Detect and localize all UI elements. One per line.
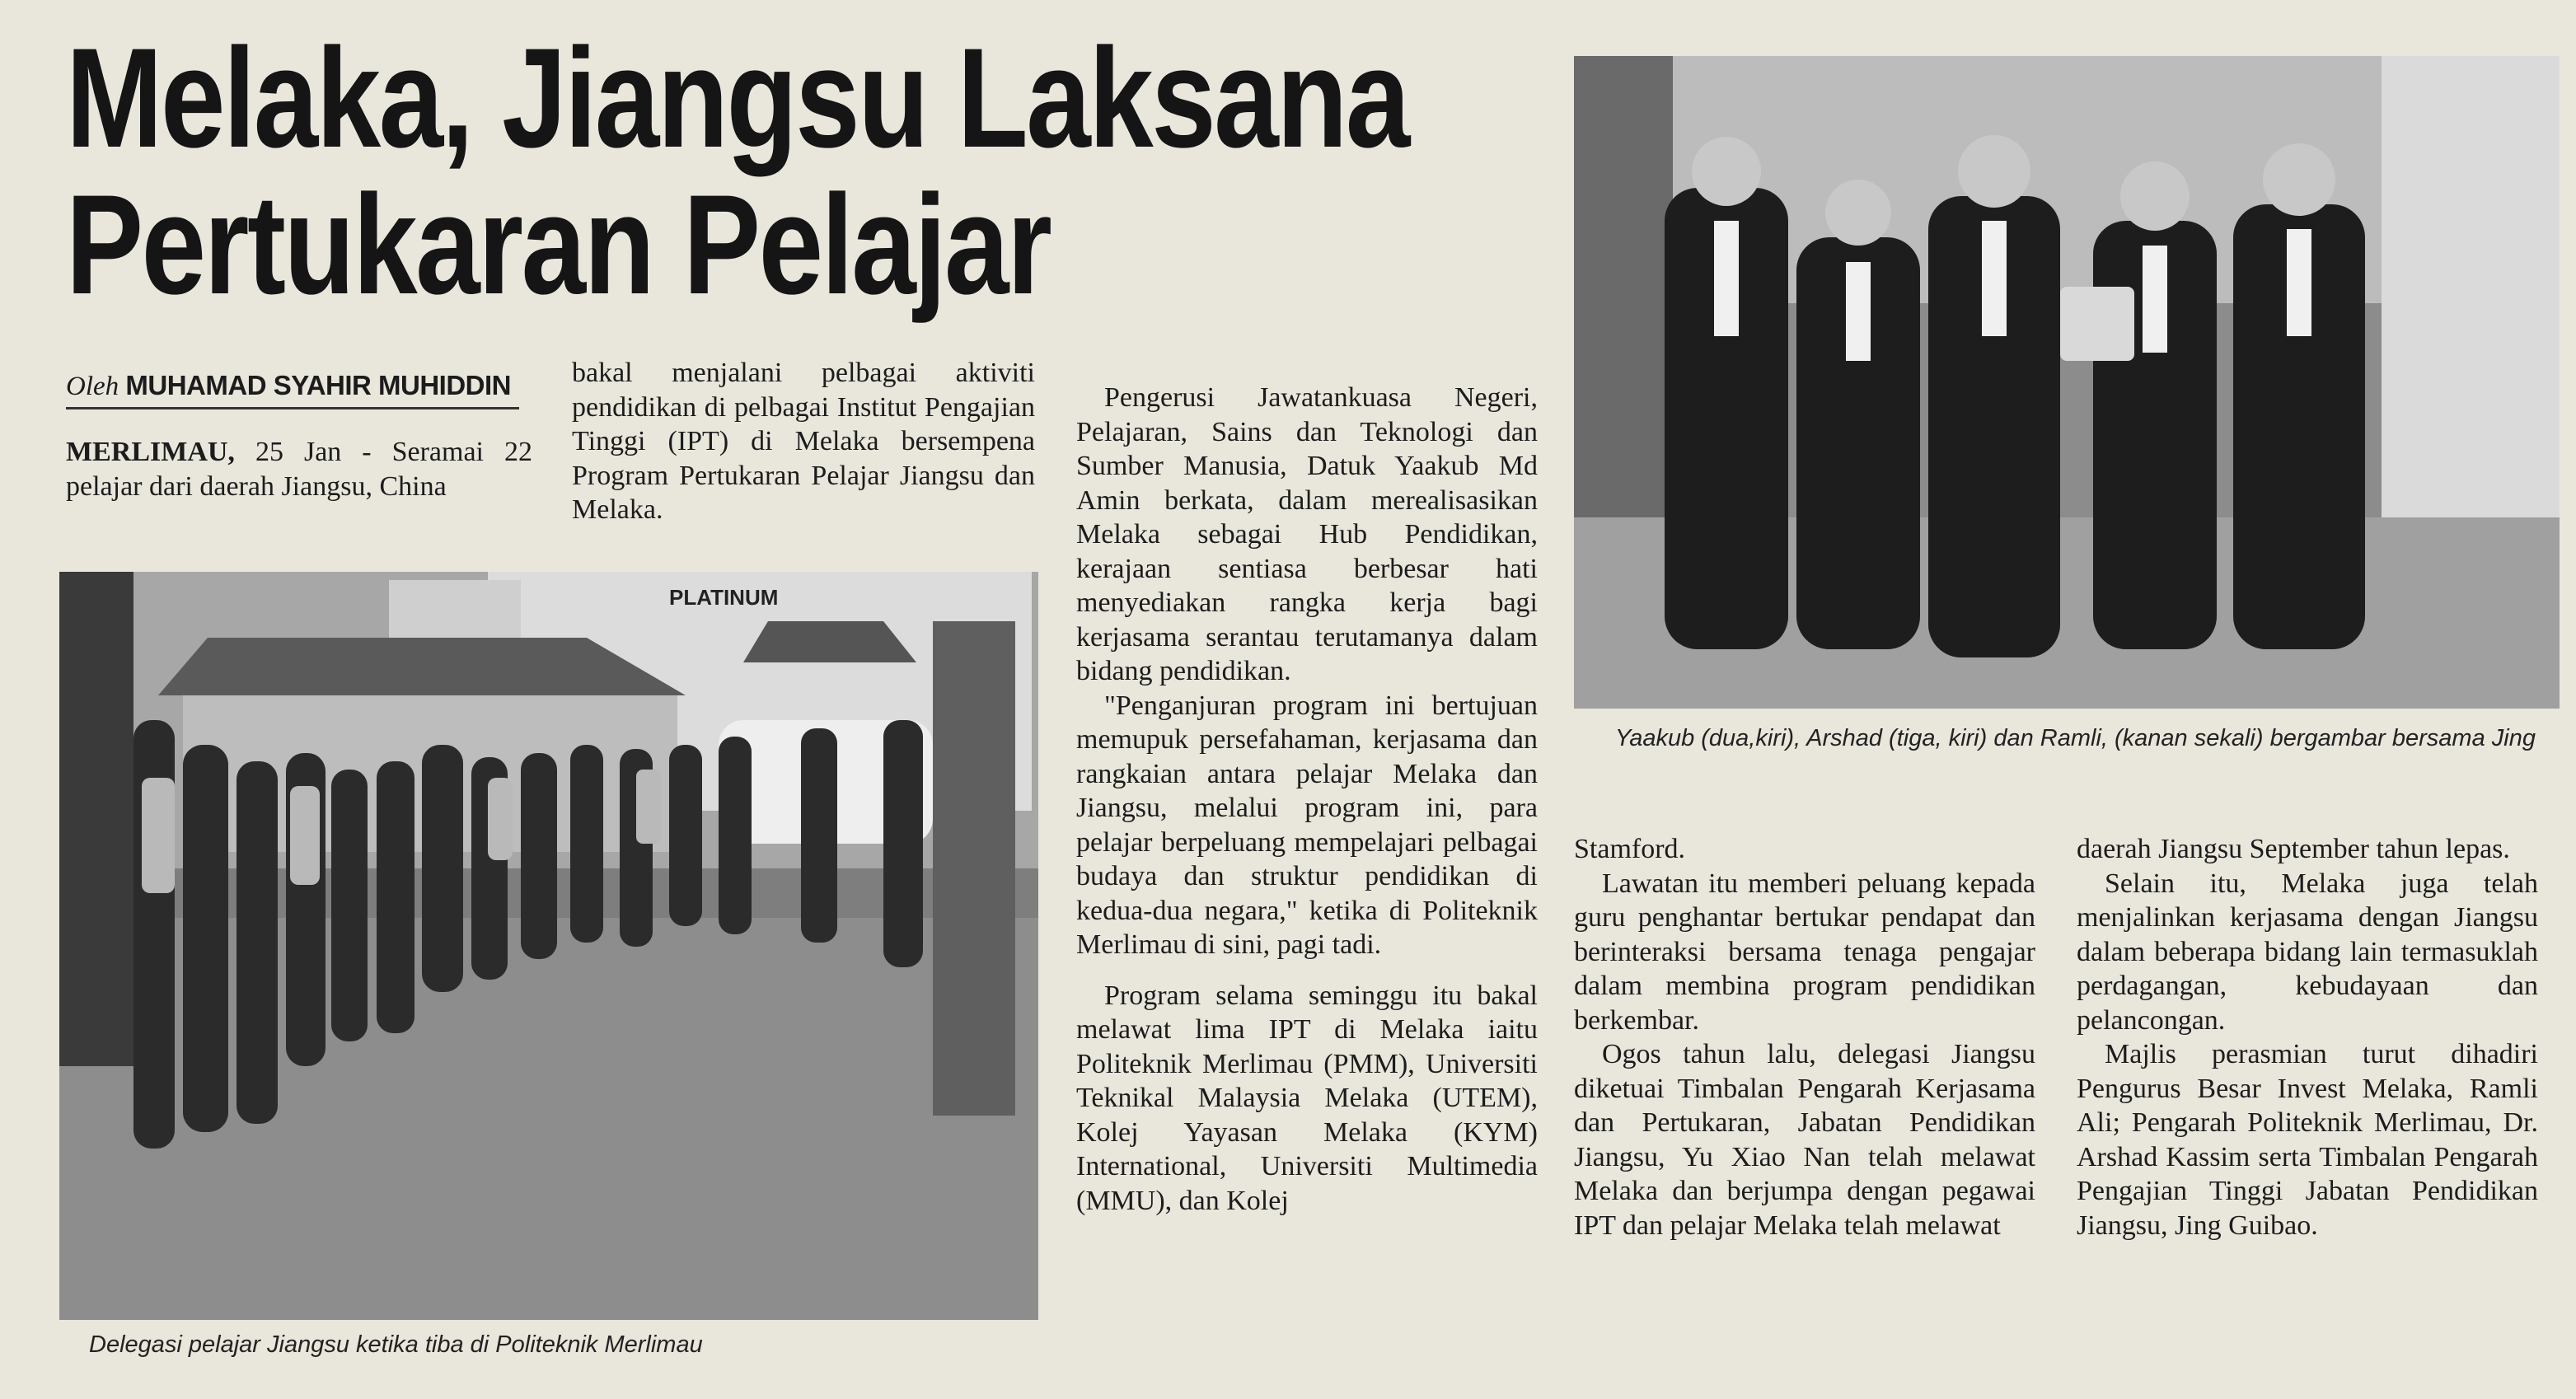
- byline-author: MUHAMAD SYAHIR MUHIDDIN: [125, 370, 512, 400]
- byline: [66, 369, 527, 403]
- col3-paragraph-3: Program selama seminggu itu bakal melawat lima IPT di Melaka iaitu Politeknik Merlimau (PMM), Universiti Teknikal Malaysia Melaka (UTEM), Kolej Yayasan Melaka (KYM) International, Universiti Multimedia (MMU), dan Kolej: [1076, 980, 1538, 1216]
- column-4: [1574, 832, 2035, 1242]
- col3-paragraph-2: "Penganjuran program ini bertujuan memupuk persefahaman, kerjasama dan rangkaian antara pelajar Melaka dan Jiangsu, melalui program ini, para pelajar berpeluang mempelajari pelbagai budaya dan struktur pendidikan di kedua-dua negara," ketika di Politeknik Merlimau di sini, pagi tadi.: [1076, 690, 1538, 960]
- photo-officials-group: [1574, 56, 2560, 709]
- photo-2-caption: Yaakub (dua,kiri), Arshad (tiga, kiri) dan Ramli, (kanan sekali) bergambar bersama Jing: [1615, 725, 2536, 751]
- col3-paragraph-1: Pengerusi Jawatankuasa Negeri, Pelajaran, Sains dan Teknologi dan Sumber Manusia, Datuk Yaakub Md Amin berkata, dalam merealisasikan Melaka sebagai Hub Pendidikan, kerajaan sentiasa berbesar hati menyediakan rangka kerja bagi kerjasama serantau terutamanya dalam bidang pendidikan.: [1076, 382, 1538, 686]
- col5-paragraph-1: daerah Jiangsu September tahun lepas.: [2077, 834, 2510, 864]
- photo-1-caption: Delegasi pelajar Jiangsu ketika tiba di Politeknik Merlimau: [89, 1331, 703, 1358]
- photo-students-illustration: [59, 572, 1038, 1320]
- col4-paragraph-2: Lawatan itu memberi peluang kepada guru penghantar bertukar pendapat dan berinteraksi bersama tenaga pengajar dalam membina program pendidikan berkembar.: [1574, 868, 2035, 1036]
- photo-students-arrival: [59, 572, 1038, 1320]
- dateline: MERLIMAU,: [66, 437, 235, 467]
- byline-rule: [66, 407, 519, 409]
- intro-text: 25 Jan - Seramai 22 pelajar dari daerah Jiangsu, China: [66, 437, 533, 502]
- column-2: [572, 356, 1035, 527]
- headline: [66, 19, 1408, 324]
- col5-paragraph-3: Majlis perasmian turut dihadiri Pengurus Besar Invest Melaka, Ramli Ali; Pengarah Politeknik Merlimau, Dr. Arshad Kassim serta Timbalan Pengarah Pengajian Tinggi Jabatan Pendidikan Jiangsu, Jing Guibao.: [2077, 1039, 2538, 1241]
- headline-line-2: Pertukaran Pelajar: [66, 166, 1051, 324]
- photo-officials-illustration: [1574, 56, 2560, 709]
- column-3: [1076, 381, 1538, 1218]
- photo-sign-text: PLATINUM: [669, 585, 779, 610]
- col5-paragraph-2: Selain itu, Melaka juga telah menjalinkan kerjasama dengan Jiangsu dalam beberapa bidang lain termasuklah perdagangan, kebudayaan dan pelancongan.: [2077, 868, 2538, 1036]
- col4-paragraph-3: Ogos tahun lalu, delegasi Jiangsu diketuai Timbalan Pengarah Kerjasama dan Pertukaran, Jabatan Pendidikan Jiangsu, Yu Xiao Nan telah melawat Melaka dan berjumpa dengan pegawai IPT dan pelajar Melaka telah melawat: [1574, 1039, 2035, 1241]
- col2-paragraph: bakal menjalani pelbagai aktiviti pendidikan di pelbagai Institut Pengajian Tinggi (IPT) di Melaka bersempena Program Pertukaran Pelajar Jiangsu dan Melaka.: [572, 358, 1035, 525]
- column-5: [2077, 832, 2538, 1242]
- byline-prefix: Oleh: [66, 372, 119, 401]
- headline-line-1: Melaka, Jiangsu Laksana: [66, 19, 1408, 177]
- column-1: [66, 435, 532, 503]
- col4-paragraph-1: Stamford.: [1574, 834, 1686, 864]
